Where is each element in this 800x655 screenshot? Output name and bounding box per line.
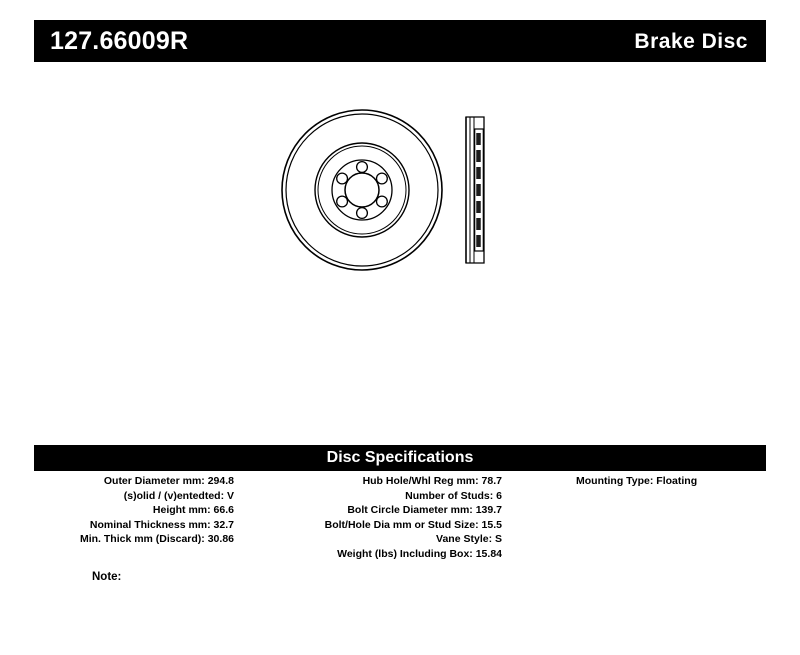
spec-item: Mounting Type: Floating	[576, 475, 698, 487]
spec-item: Hub Hole/Whl Reg mm: 78.7	[362, 475, 502, 487]
spec-item: Number of Studs: 6	[405, 489, 502, 502]
spec-item: Min. Thick mm (Discard): 30.86	[79, 533, 234, 546]
spec-item: Bolt Circle Diameter mm: 139.7	[347, 504, 502, 517]
spec-item: (s)olid / (v)entedted: V	[123, 489, 234, 502]
spec-item: Vane Style: S	[436, 533, 502, 546]
spec-item: Outer Diameter mm: 294.8	[103, 475, 234, 487]
spec-title: Disc Specifications	[326, 449, 474, 466]
product-type-label: Brake Disc	[634, 29, 748, 53]
brake-rotor-face-view	[282, 110, 442, 270]
spec-column-middle	[234, 474, 544, 562]
brake-rotor-cross-section	[466, 117, 484, 263]
header-bar	[34, 20, 766, 62]
note-label: Note:	[92, 571, 122, 583]
spec-column-right	[544, 474, 766, 489]
spec-columns	[34, 474, 766, 562]
technical-drawing	[270, 95, 550, 285]
spec-item: Height mm: 66.6	[152, 504, 234, 517]
part-number: 127.66009R	[50, 26, 189, 55]
spec-column-left	[34, 474, 234, 547]
spec-item: Bolt/Hole Dia mm or Stud Size: 15.5	[324, 518, 502, 531]
spec-item: Weight (lbs) Including Box: 15.84	[337, 547, 502, 560]
spec-item: Nominal Thickness mm: 32.7	[89, 518, 234, 531]
spec-title-bar	[34, 445, 766, 471]
